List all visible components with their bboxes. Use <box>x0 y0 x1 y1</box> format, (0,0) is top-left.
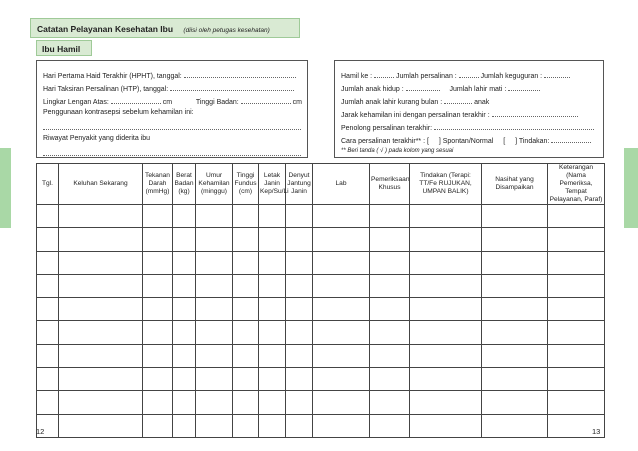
table-cell[interactable] <box>59 274 143 297</box>
table-cell[interactable] <box>482 298 548 321</box>
kurang-bulan-unit: anak <box>474 99 490 106</box>
left-info-box <box>36 60 308 158</box>
table-cell[interactable] <box>37 205 59 228</box>
table-cell[interactable] <box>410 414 482 437</box>
table-cell[interactable] <box>286 205 313 228</box>
col-header: Tekanan Darah (mmHg) <box>143 164 173 205</box>
table-cell[interactable] <box>410 274 482 297</box>
tb-label: Tinggi Badan: <box>195 99 239 106</box>
table-cell[interactable] <box>548 205 605 228</box>
table-cell[interactable] <box>37 298 59 321</box>
table-cell[interactable] <box>548 344 605 367</box>
table-cell[interactable] <box>548 321 605 344</box>
table-cell[interactable] <box>233 321 259 344</box>
anak-hidup-field[interactable] <box>406 83 440 91</box>
table-cell[interactable] <box>233 391 259 414</box>
table-cell[interactable] <box>173 344 196 367</box>
col-header: Keluhan Sekarang <box>59 164 143 205</box>
hamil-ke-field[interactable] <box>374 70 394 78</box>
table-cell[interactable] <box>196 228 233 251</box>
table-cell[interactable] <box>313 205 370 228</box>
jarak-line <box>341 109 597 122</box>
table-cell[interactable] <box>173 391 196 414</box>
table-cell[interactable] <box>370 321 410 344</box>
col-header: Nasihat yang Disampaikan <box>482 164 548 205</box>
table-cell[interactable] <box>143 251 173 274</box>
table-cell[interactable] <box>313 228 370 251</box>
table-cell[interactable] <box>59 414 143 437</box>
table-cell[interactable] <box>313 368 370 391</box>
table-row <box>37 205 605 228</box>
tb-unit: cm <box>292 99 302 106</box>
left-side-tab <box>0 148 11 228</box>
kontrasepsi-field-line <box>43 122 301 135</box>
anak-hidup-line <box>341 83 597 96</box>
cara-line <box>341 135 597 148</box>
kurang-bulan-field[interactable] <box>444 96 472 104</box>
hpht-label: Hari Pertama Haid Terakhir (HPHT), tanggal: <box>43 73 182 80</box>
table-cell[interactable] <box>173 205 196 228</box>
riwayat-field[interactable] <box>43 148 301 156</box>
table-row <box>37 228 605 251</box>
table-cell[interactable] <box>173 251 196 274</box>
table-cell[interactable] <box>196 391 233 414</box>
table-cell[interactable] <box>286 321 313 344</box>
hpht-line <box>43 70 301 83</box>
table-cell[interactable] <box>482 274 548 297</box>
htp-line <box>43 83 301 96</box>
right-info-box <box>334 60 604 158</box>
table-cell[interactable] <box>233 414 259 437</box>
jumlah-persalinan-label: Jumlah persalinan : <box>396 73 457 80</box>
table-cell[interactable] <box>143 205 173 228</box>
table-cell[interactable] <box>482 321 548 344</box>
kurang-bulan-label: Jumlah anak lahir kurang bulan : <box>341 99 443 106</box>
table-cell[interactable] <box>313 298 370 321</box>
table-cell[interactable] <box>59 321 143 344</box>
table-row <box>37 251 605 274</box>
right-side-tab <box>624 148 638 228</box>
form-header <box>30 18 300 38</box>
table-cell[interactable] <box>286 368 313 391</box>
table-cell[interactable] <box>548 274 605 297</box>
section-title: Ibu Hamil <box>36 40 92 56</box>
table-cell[interactable] <box>143 368 173 391</box>
table-cell[interactable] <box>410 298 482 321</box>
penolong-field[interactable] <box>434 122 594 130</box>
anak-hidup-label: Jumlah anak hidup : <box>341 86 404 93</box>
col-header: Keterangan (Nama Pemeriksa, Tempat Pelayanan, Paraf) <box>548 164 605 205</box>
cara-label: Cara persalinan terakhir** : [ <box>341 138 429 145</box>
col-header: Lab <box>313 164 370 205</box>
table-cell[interactable] <box>482 228 548 251</box>
table-row <box>37 368 605 391</box>
riwayat-line <box>43 135 301 148</box>
table-cell[interactable] <box>286 251 313 274</box>
table-cell[interactable] <box>233 228 259 251</box>
table-cell[interactable] <box>410 251 482 274</box>
table-cell[interactable] <box>410 344 482 367</box>
table-cell[interactable] <box>37 228 59 251</box>
table-cell[interactable] <box>59 228 143 251</box>
table-cell[interactable] <box>548 228 605 251</box>
table-cell[interactable] <box>482 344 548 367</box>
table-cell[interactable] <box>313 321 370 344</box>
table-cell[interactable] <box>143 414 173 437</box>
page-number-right: 13 <box>592 427 601 436</box>
table-cell[interactable] <box>313 274 370 297</box>
table-cell[interactable] <box>233 274 259 297</box>
table-cell[interactable] <box>548 251 605 274</box>
table-cell[interactable] <box>370 205 410 228</box>
table-cell[interactable] <box>196 274 233 297</box>
table-cell[interactable] <box>259 205 286 228</box>
table-cell[interactable] <box>259 274 286 297</box>
table-row <box>37 321 605 344</box>
table-cell[interactable] <box>482 205 548 228</box>
tindakan-open: [ <box>503 138 506 145</box>
table-header-row <box>37 164 605 205</box>
table-cell[interactable] <box>173 321 196 344</box>
table-cell[interactable] <box>410 321 482 344</box>
col-header: Tindakan (Terapi: TT/Fe RUJUKAN, UMPAN BALIK) <box>410 164 482 205</box>
tb-field[interactable] <box>241 96 291 104</box>
jumlah-keguguran-label: Jumlah keguguran : <box>480 73 543 80</box>
table-cell[interactable] <box>370 251 410 274</box>
table-cell[interactable] <box>196 298 233 321</box>
jumlah-keguguran-field[interactable] <box>544 70 570 78</box>
table-cell[interactable] <box>196 205 233 228</box>
spontan-label: ] Spontan/Normal <box>438 138 494 145</box>
table-cell[interactable] <box>410 368 482 391</box>
table-cell[interactable] <box>143 344 173 367</box>
table-cell[interactable] <box>59 298 143 321</box>
table-cell[interactable] <box>173 298 196 321</box>
lahir-mati-label: Jumlah lahir mati : <box>449 86 507 93</box>
table-cell[interactable] <box>286 391 313 414</box>
table-cell[interactable] <box>37 344 59 367</box>
table-cell[interactable] <box>482 368 548 391</box>
kurang-bulan-line <box>341 96 597 109</box>
table-cell[interactable] <box>259 344 286 367</box>
table-cell[interactable] <box>233 344 259 367</box>
col-header: Tgl. <box>37 164 59 205</box>
table-cell[interactable] <box>370 274 410 297</box>
table-cell[interactable] <box>196 368 233 391</box>
col-header: Denyut Jantung Janin <box>286 164 313 205</box>
kontrasepsi-field[interactable] <box>43 122 301 130</box>
table-cell[interactable] <box>410 205 482 228</box>
table-cell[interactable] <box>370 344 410 367</box>
table-cell[interactable] <box>548 368 605 391</box>
footnote: ** Beri tanda ( √ ) pada kolom yang sesuai <box>341 148 454 154</box>
table-cell[interactable] <box>370 391 410 414</box>
tindakan-field[interactable] <box>551 135 591 143</box>
table-row <box>37 344 605 367</box>
table-cell[interactable] <box>37 391 59 414</box>
col-header: Pemeriksaan Khusus <box>370 164 410 205</box>
table-cell[interactable] <box>37 274 59 297</box>
table-cell[interactable] <box>259 251 286 274</box>
lila-unit: cm <box>162 99 173 106</box>
table-row <box>37 298 605 321</box>
table-cell[interactable] <box>143 298 173 321</box>
table-cell[interactable] <box>286 344 313 367</box>
table-cell[interactable] <box>259 228 286 251</box>
table-cell[interactable] <box>196 251 233 274</box>
table-cell[interactable] <box>173 414 196 437</box>
riwayat-field-line <box>43 148 301 161</box>
lila-field[interactable] <box>111 96 161 104</box>
kontrasepsi-line <box>43 109 301 122</box>
penolong-line <box>341 122 597 135</box>
table-cell[interactable] <box>286 274 313 297</box>
table-cell[interactable] <box>482 391 548 414</box>
table-cell[interactable] <box>59 344 143 367</box>
table-cell[interactable] <box>37 368 59 391</box>
table-cell[interactable] <box>233 205 259 228</box>
table-cell[interactable] <box>233 298 259 321</box>
form-note: (diisi oleh petugas kesehatan) <box>183 27 270 34</box>
table-cell[interactable] <box>196 321 233 344</box>
table-cell[interactable] <box>259 391 286 414</box>
table-cell[interactable] <box>59 251 143 274</box>
table-cell[interactable] <box>37 251 59 274</box>
table-cell[interactable] <box>482 251 548 274</box>
htp-field[interactable] <box>170 83 294 91</box>
hpht-field[interactable] <box>184 70 296 78</box>
hamil-ke-line <box>341 70 597 83</box>
table-cell[interactable] <box>313 391 370 414</box>
table-row <box>37 414 605 437</box>
table-cell[interactable] <box>286 298 313 321</box>
lila-label: Lingkar Lengan Atas: <box>43 99 109 106</box>
service-log-table <box>36 163 605 438</box>
col-header: Berat Badan (kg) <box>173 164 196 205</box>
table-cell[interactable] <box>370 368 410 391</box>
page-number-left: 12 <box>36 427 45 436</box>
table-cell[interactable] <box>286 228 313 251</box>
table-cell[interactable] <box>313 414 370 437</box>
riwayat-label: Riwayat Penyakit yang diderita ibu <box>43 135 151 142</box>
table-cell[interactable] <box>143 228 173 251</box>
table-row <box>37 391 605 414</box>
table-cell[interactable] <box>37 321 59 344</box>
table-row <box>37 274 605 297</box>
form-title: Catatan Pelayanan Kesehatan Ibu <box>37 24 174 34</box>
jarak-field[interactable] <box>492 109 578 117</box>
table-cell[interactable] <box>410 228 482 251</box>
table-cell[interactable] <box>259 368 286 391</box>
table-cell[interactable] <box>410 391 482 414</box>
table-cell[interactable] <box>173 228 196 251</box>
table-cell[interactable] <box>370 298 410 321</box>
jumlah-persalinan-field[interactable] <box>459 70 479 78</box>
measure-line <box>43 96 301 109</box>
table-cell[interactable] <box>259 321 286 344</box>
table-cell[interactable] <box>173 368 196 391</box>
table-cell[interactable] <box>370 228 410 251</box>
table-cell[interactable] <box>313 344 370 367</box>
tindakan-label: ] Tindakan: <box>515 138 550 145</box>
table-cell[interactable] <box>143 274 173 297</box>
table-cell[interactable] <box>259 414 286 437</box>
penolong-label: Penolong persalinan terakhir: <box>341 125 433 132</box>
lahir-mati-field[interactable] <box>508 83 540 91</box>
table-cell[interactable] <box>173 274 196 297</box>
table-cell[interactable] <box>143 321 173 344</box>
table-cell[interactable] <box>59 205 143 228</box>
table-cell[interactable] <box>196 344 233 367</box>
table-cell[interactable] <box>233 368 259 391</box>
table-cell[interactable] <box>233 251 259 274</box>
hamil-ke-label: Hamil ke : <box>341 73 373 80</box>
jarak-label: Jarak kehamilan ini dengan persalinan terakhir : <box>341 112 490 119</box>
table-cell[interactable] <box>548 298 605 321</box>
htp-label: Hari Taksiran Persalinan (HTP), tanggal: <box>43 86 169 93</box>
table-cell[interactable] <box>286 414 313 437</box>
table-cell[interactable] <box>59 368 143 391</box>
col-header: Tinggi Fundus (cm) <box>233 164 259 205</box>
table-cell[interactable] <box>259 298 286 321</box>
table-cell[interactable] <box>548 391 605 414</box>
col-header: Umur Kehamilan (minggu) <box>196 164 233 205</box>
table-cell[interactable] <box>59 391 143 414</box>
table-cell[interactable] <box>313 251 370 274</box>
kontrasepsi-label: Penggunaan kontrasepsi sebelum kehamilan ini: <box>43 109 194 116</box>
table-cell[interactable] <box>482 414 548 437</box>
col-header: Letak Janin Kep/Su/Li <box>259 164 286 205</box>
table-cell[interactable] <box>143 391 173 414</box>
table-cell[interactable] <box>370 414 410 437</box>
table-cell[interactable] <box>196 414 233 437</box>
